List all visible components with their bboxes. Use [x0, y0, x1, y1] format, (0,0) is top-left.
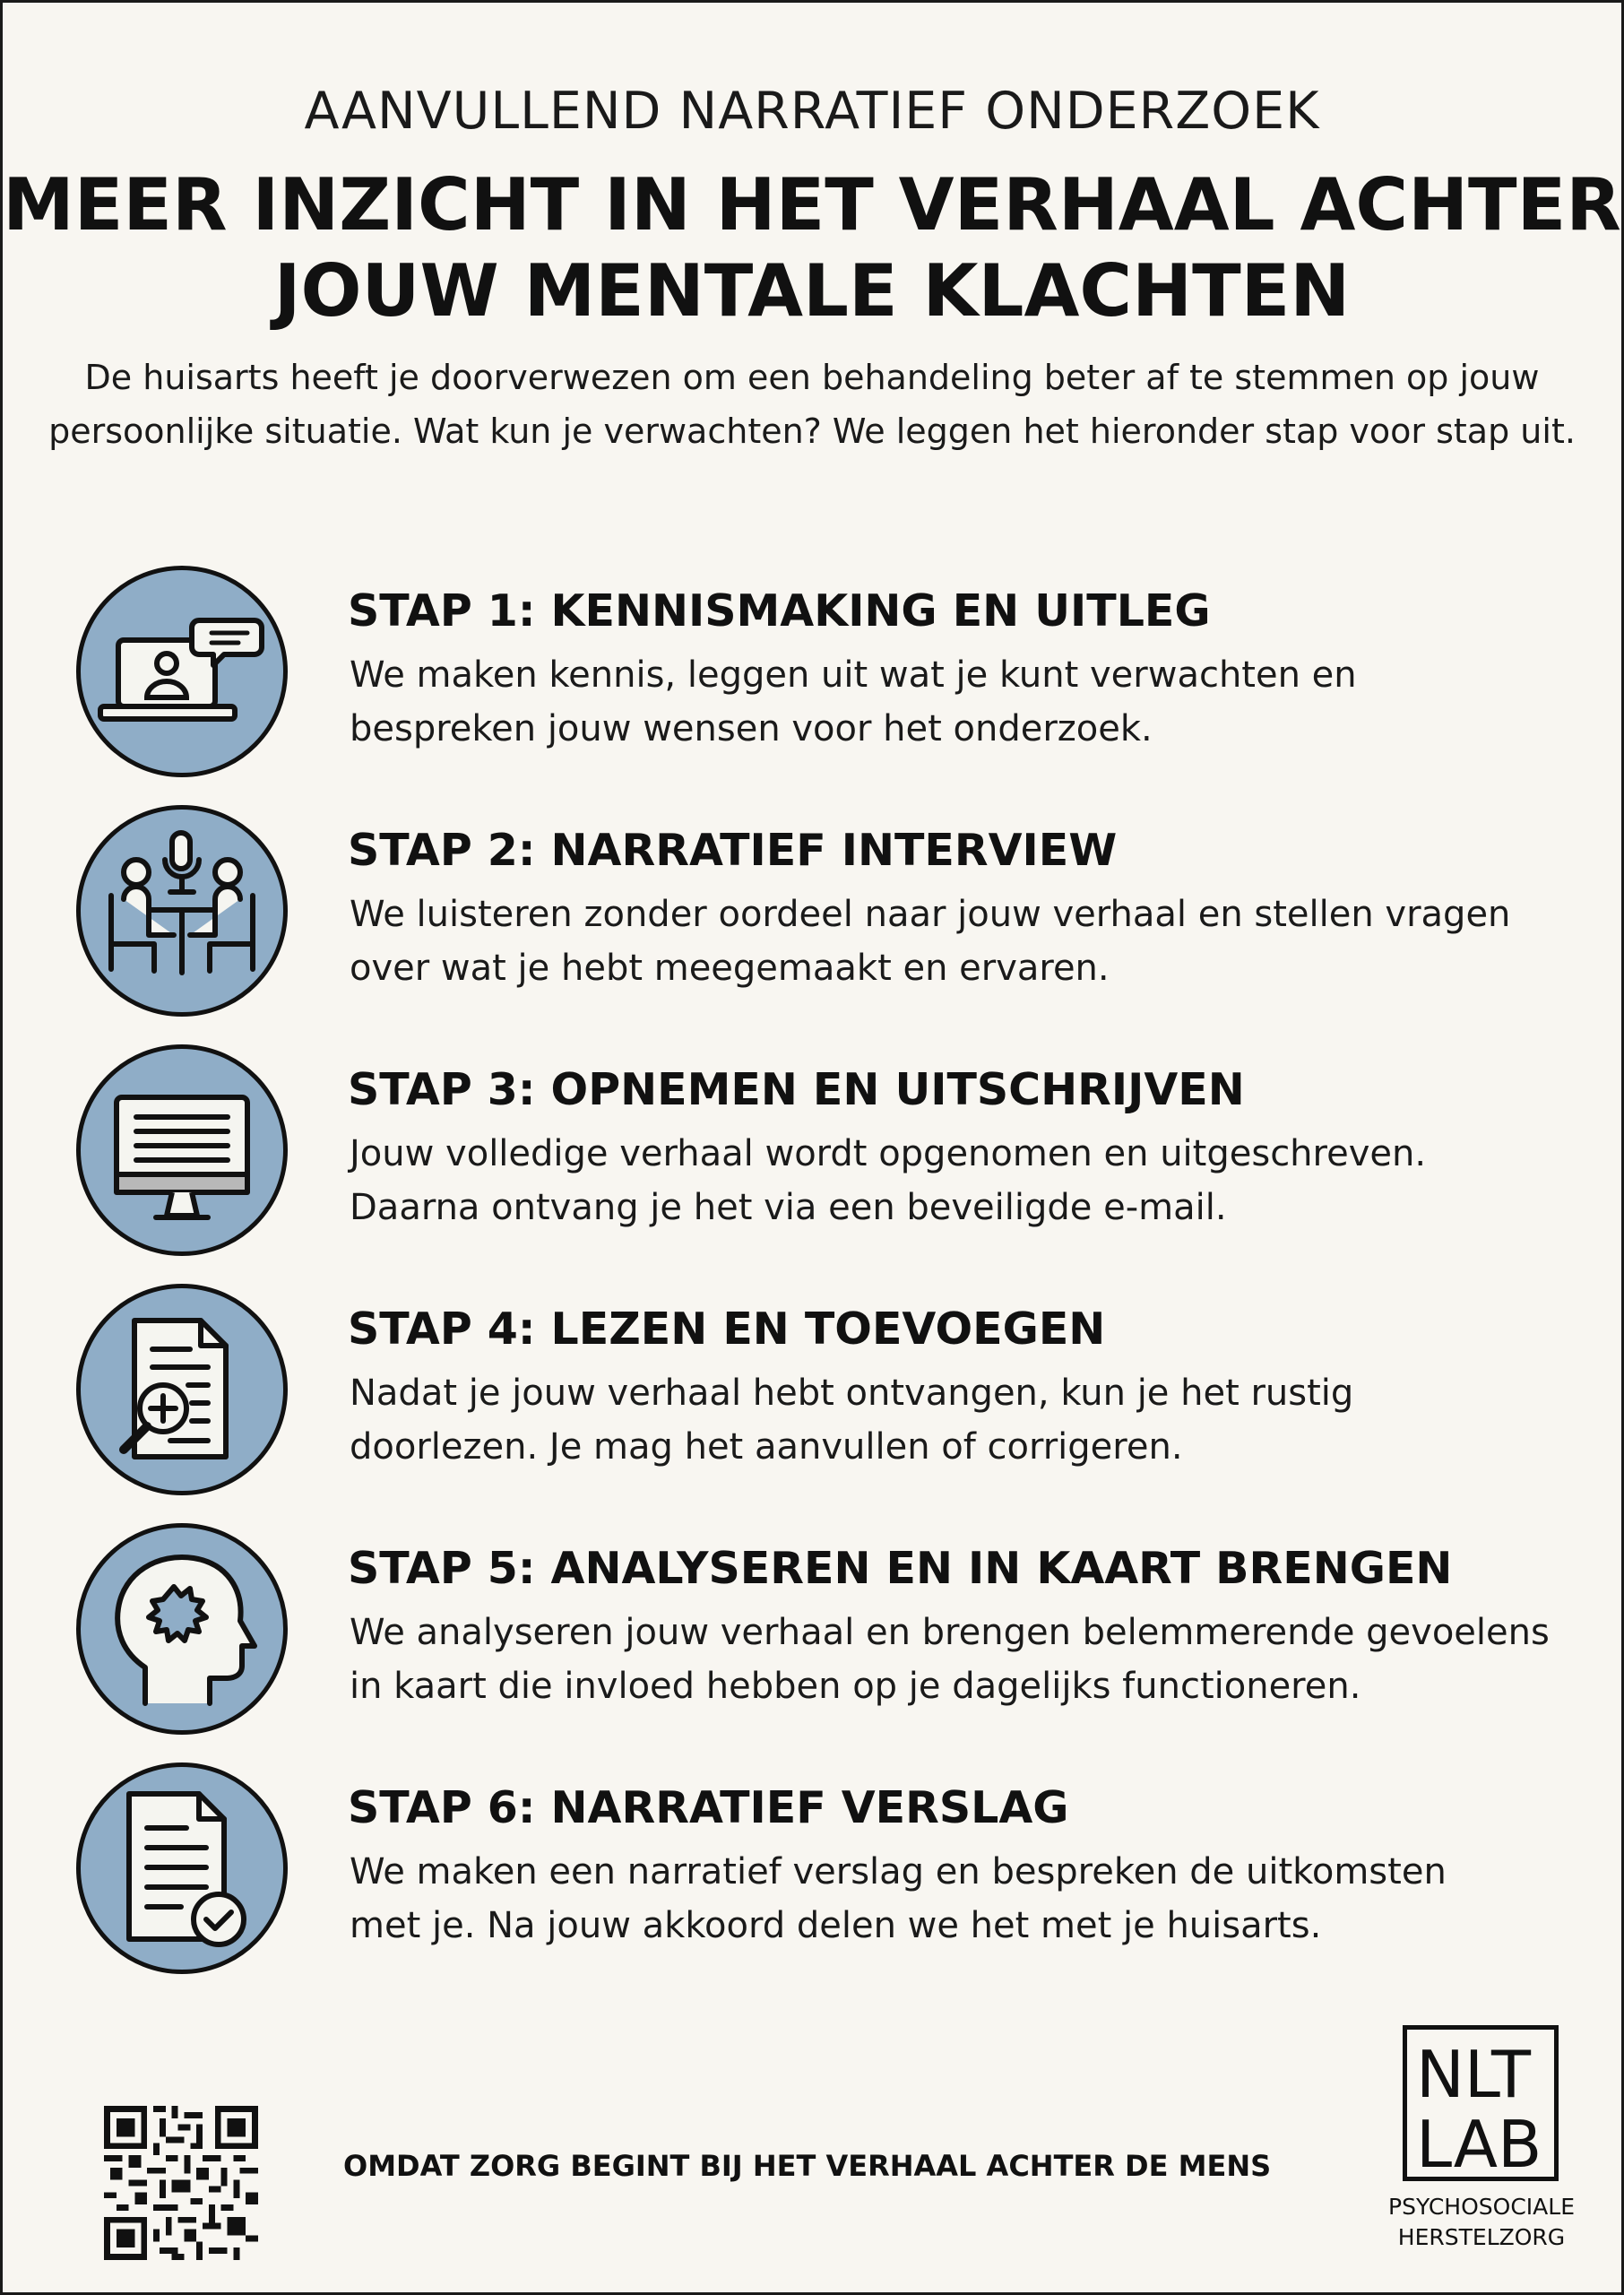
- step-1-description: [350, 648, 1551, 756]
- step-2-title: STAP 2: NARRATIEF INTERVIEW: [348, 825, 1118, 876]
- step-1-desc-line-2: bespreken jouw wensen voor het onderzoek.: [350, 708, 1153, 749]
- kicker-heading: AANVULLEND NARRATIEF ONDERZOEK: [304, 82, 1320, 141]
- logo-caption: [1356, 2192, 1607, 2253]
- nlt-lab-logo: [1403, 2025, 1559, 2181]
- step-1: [3, 566, 1621, 781]
- step-3: [3, 1044, 1621, 1260]
- monitor-icon: [76, 1044, 288, 1256]
- step-6-description: [350, 1845, 1551, 1953]
- step-6-desc-line-1: We maken een narratief verslag en bespreken de uitkomsten: [350, 1851, 1447, 1892]
- step-4-title: STAP 4: LEZEN EN TOEVOEGEN: [348, 1303, 1106, 1355]
- step-2-desc-line-2: over wat je hebt meegemaakt en ervaren.: [350, 948, 1110, 989]
- qr-code-icon[interactable]: [104, 2106, 258, 2260]
- step-6: [3, 1762, 1621, 1978]
- step-6-title: STAP 6: NARRATIEF VERSLAG: [348, 1782, 1069, 1833]
- step-2-desc-line-1: We luisteren zonder oordeel naar jouw verhaal en stellen vragen: [350, 894, 1511, 935]
- step-3-desc-line-1: Jouw volledige verhaal wordt opgenomen en uitgeschreven.: [350, 1133, 1427, 1174]
- head-profile-icon: [76, 1523, 288, 1735]
- step-1-title: STAP 1: KENNISMAKING EN UITLEG: [348, 585, 1211, 637]
- step-3-title: STAP 3: OPNEMEN EN UITSCHRIJVEN: [348, 1064, 1245, 1115]
- step-4-desc-line-1: Nadat je jouw verhaal hebt ontvangen, kun je het rustig: [350, 1373, 1354, 1414]
- intro-text: [39, 351, 1585, 458]
- main-title: [3, 162, 1621, 334]
- logo-caption-line-1: PSYCHOSOCIALE: [1388, 2194, 1575, 2220]
- step-2-description: [350, 888, 1551, 995]
- logo-line-2: LAB: [1416, 2107, 1542, 2182]
- step-3-desc-line-2: Daarna ontvang je het via een beveiligde e-mail.: [350, 1187, 1227, 1228]
- step-4: [3, 1284, 1621, 1499]
- logo-line-1: NLT: [1416, 2037, 1532, 2112]
- step-4-description: [350, 1366, 1551, 1474]
- intro-line-2: persoonlijke situatie. Wat kun je verwachten? We leggen het hieronder stap voor stap uit.: [48, 411, 1576, 451]
- step-2: [3, 805, 1621, 1020]
- step-1-desc-line-1: We maken kennis, leggen uit wat je kunt verwachten en: [350, 654, 1357, 696]
- logo-caption-line-2: HERSTELZORG: [1397, 2224, 1566, 2250]
- step-5-desc-line-1: We analyseren jouw verhaal en brengen belemmerende gevoelens: [350, 1612, 1550, 1653]
- main-title-line-1: MEER INZICHT IN HET VERHAAL ACHTER: [3, 163, 1621, 247]
- footer-tagline: OMDAT ZORG BEGINT BIJ HET VERHAAL ACHTER DE MENS: [343, 2149, 1272, 2183]
- intro-line-1: De huisarts heeft je doorverwezen om een behandeling beter af te stemmen op jouw: [84, 358, 1540, 397]
- video-call-icon: [76, 566, 288, 777]
- step-5-title: STAP 5: ANALYSEREN EN IN KAART BRENGEN: [348, 1543, 1453, 1594]
- step-6-desc-line-2: met je. Na jouw akkoord delen we het met je huisarts.: [350, 1905, 1322, 1946]
- document-check-icon: [76, 1762, 288, 1974]
- step-4-desc-line-2: doorlezen. Je mag het aanvullen of corrigeren.: [350, 1426, 1183, 1468]
- interview-microphone-icon: [76, 805, 288, 1017]
- step-5: [3, 1523, 1621, 1738]
- document-magnifier-icon: [76, 1284, 288, 1495]
- step-5-description: [350, 1606, 1551, 1713]
- step-3-description: [350, 1127, 1551, 1234]
- step-5-desc-line-2: in kaart die invloed hebben op je dagelijks functioneren.: [350, 1666, 1361, 1707]
- main-title-line-2: JOUW MENTALE KLACHTEN: [273, 249, 1351, 333]
